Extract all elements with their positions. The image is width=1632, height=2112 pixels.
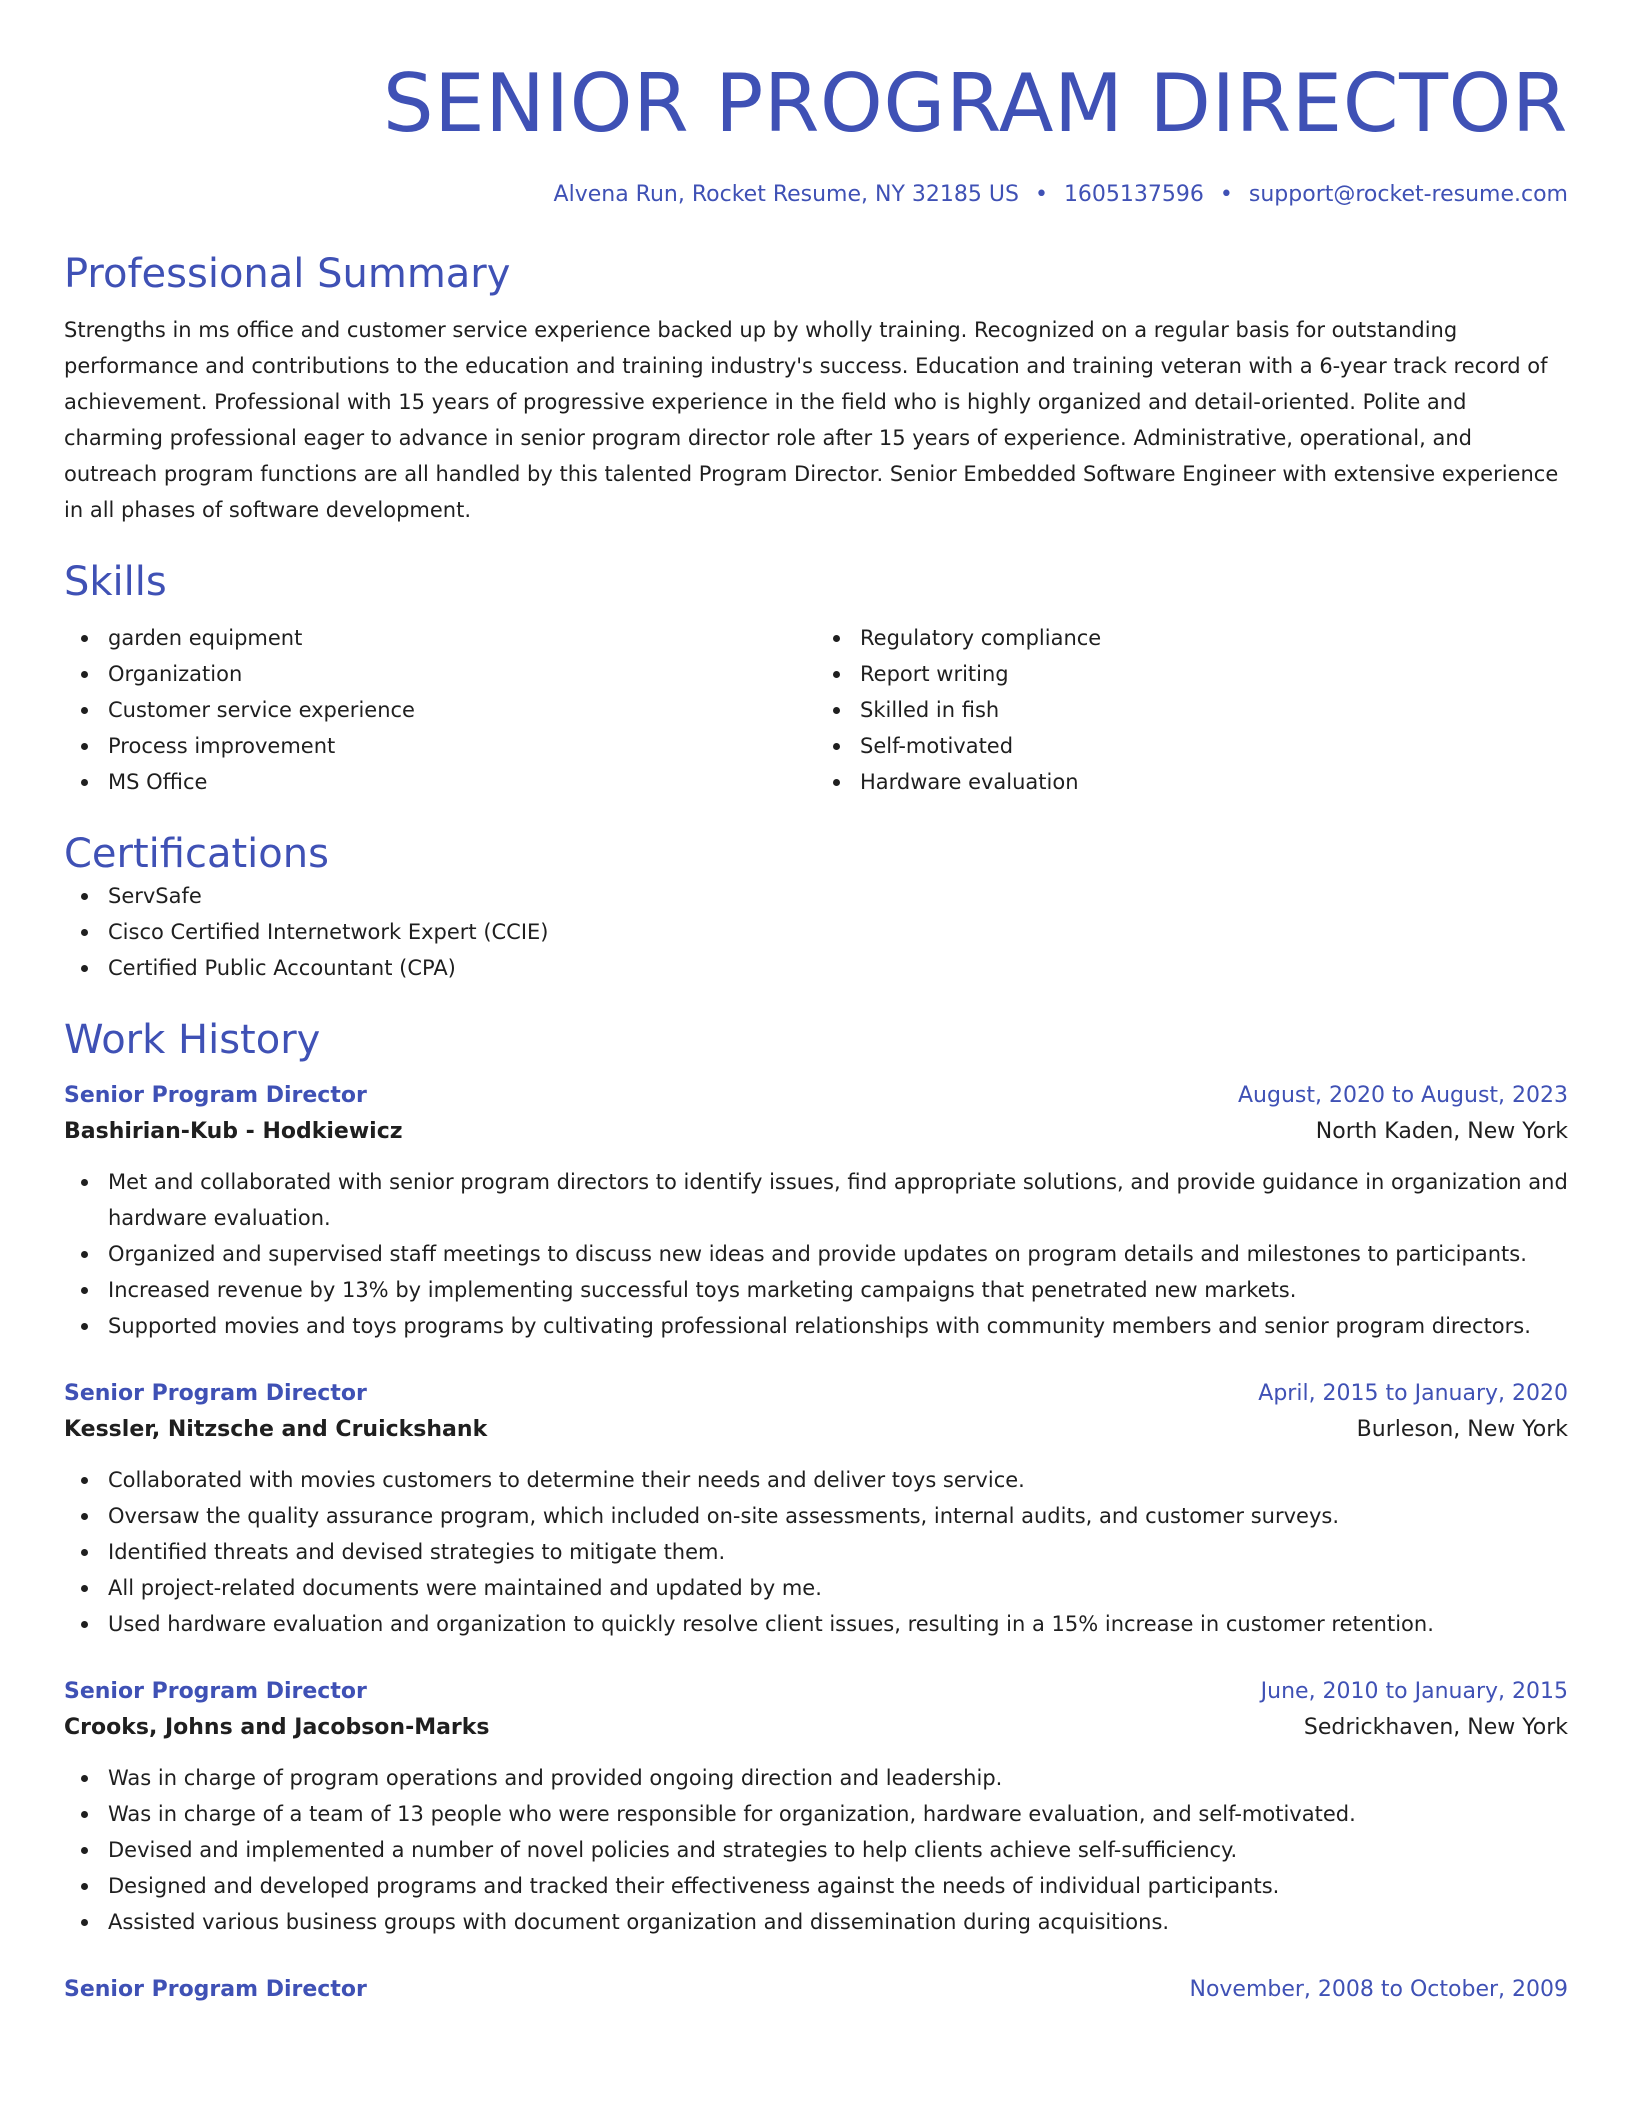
job-duty: Increased revenue by 13% by implementing successful toys marketing campaigns that penetrated new markets. [64, 1272, 1568, 1308]
job-company-row [64, 1412, 1568, 1448]
certification-item: ServSafe [64, 878, 1568, 914]
job-duty: Met and collaborated with senior program directors to identify issues, find appropriate solutions, and provide guidance in organization and hardware evaluation. [64, 1164, 1568, 1236]
job-duty: All project-related documents were maintained and updated by me. [64, 1570, 1568, 1606]
job-entry [64, 1376, 1568, 1642]
job-duty: Was in charge of a team of 13 people who were responsible for organization, hardware evaluation, and self-motivated. [64, 1796, 1568, 1832]
certifications-heading: Certifications [64, 831, 329, 877]
job-entry [64, 1972, 1568, 2008]
summary-text: Strengths in ms office and customer service experience backed up by wholly training. Recognized on a regular basis for outstanding performance and contributions to the education and training industry's success. Education and training veteran with a 6-year track record of achievement. Professional with 15 years of progressive experience in the field who is highly organized and detail-oriented. Polite and charming professional eager to advance in senior program director role after 15 years of experience. Administrative, operational, and outreach program functions are all handled by this talented Program Director. Senior Embedded Software Engineer with extensive experience in all phases of software development. [64, 318, 1559, 522]
job-duty: Was in charge of program operations and provided ongoing direction and leadership. [64, 1760, 1568, 1796]
contact-address: Alvena Run, Rocket Resume, NY 32185 US [553, 182, 1019, 207]
job-duty: Assisted various business groups with document organization and dissemination during acquisitions. [64, 1904, 1568, 1940]
job-title-row [64, 1078, 1568, 1114]
skills-list-left [64, 620, 816, 800]
skill-item: Customer service experience [108, 692, 816, 728]
skill-item: Organization [108, 656, 816, 692]
job-title: Senior Program Director [64, 1679, 367, 1704]
job-duty: Identified threats and devised strategies to mitigate them. [64, 1534, 1568, 1570]
skill-item: Hardware evaluation [860, 764, 1568, 800]
skills-heading: Skills [64, 559, 167, 605]
job-dates: November, 2008 to October, 2009 [1189, 1977, 1568, 2002]
job-duty: Oversaw the quality assurance program, which included on-site assessments, internal audits, and customer surveys. [64, 1498, 1568, 1534]
certification-item: Cisco Certified Internetwork Expert (CCIE) [64, 914, 1568, 950]
job-location: Burleson, New York [1356, 1417, 1568, 1442]
skill-item: Skilled in fish [860, 692, 1568, 728]
job-location: North Kaden, New York [1315, 1119, 1568, 1144]
skill-item: Self-motivated [860, 728, 1568, 764]
job-duty: Used hardware evaluation and organization to quickly resolve client issues, resulting in a 15% increase in customer retention. [64, 1606, 1568, 1642]
job-duty: Collaborated with movies customers to determine their needs and deliver toys service. [64, 1462, 1568, 1498]
job-dates: June, 2010 to January, 2015 [1260, 1679, 1568, 1704]
skill-item: MS Office [108, 764, 816, 800]
contact-line [64, 180, 1568, 210]
contact-phone: 1605137596 [1063, 182, 1204, 207]
job-dates: April, 2015 to January, 2020 [1258, 1381, 1568, 1406]
job-company-row [64, 1114, 1568, 1150]
job-location: Sedrickhaven, New York [1303, 1715, 1568, 1740]
skill-item: Process improvement [108, 728, 816, 764]
skill-item: Report writing [860, 656, 1568, 692]
job-title: Senior Program Director [64, 1083, 367, 1108]
job-dates: August, 2020 to August, 2023 [1238, 1083, 1568, 1108]
certifications-list [64, 878, 1568, 986]
job-entry [64, 1078, 1568, 1344]
job-duty: Devised and implemented a number of novel policies and strategies to help clients achieve self-sufficiency. [64, 1832, 1568, 1868]
job-company: Kessler, Nitzsche and Cruickshank [64, 1417, 488, 1442]
job-entry [64, 1674, 1568, 1940]
contact-separator: • [1034, 182, 1048, 207]
job-duty: Designed and developed programs and tracked their effectiveness against the needs of individual participants. [64, 1868, 1568, 1904]
resume-title: SENIOR PROGRAM DIRECTOR [382, 57, 1568, 150]
job-title: Senior Program Director [64, 1977, 367, 2002]
job-duty: Organized and supervised staff meetings to discuss new ideas and provide updates on program details and milestones to participants. [64, 1236, 1568, 1272]
job-duties-list [64, 1164, 1568, 1344]
contact-email[interactable]: support@rocket-resume.com [1248, 182, 1568, 207]
certification-item: Certified Public Accountant (CPA) [64, 950, 1568, 986]
job-title: Senior Program Director [64, 1381, 367, 1406]
skill-item: Regulatory compliance [860, 620, 1568, 656]
job-duties-list [64, 1760, 1568, 1940]
job-duties-list [64, 1462, 1568, 1642]
contact-separator: • [1219, 182, 1233, 207]
job-company: Bashirian-Kub - Hodkiewicz [64, 1119, 403, 1144]
skill-item: garden equipment [108, 620, 816, 656]
job-duty: Supported movies and toys programs by cultivating professional relationships with community members and senior program directors. [64, 1308, 1568, 1344]
summary-heading: Professional Summary [64, 251, 511, 297]
job-title-row [64, 1674, 1568, 1710]
work-history-heading: Work History [64, 1017, 321, 1063]
job-title-row [64, 1972, 1568, 2008]
job-company-row [64, 1710, 1568, 1746]
job-title-row [64, 1376, 1568, 1412]
skills-grid [64, 620, 1568, 800]
skills-list-right [816, 620, 1568, 800]
job-company: Crooks, Johns and Jacobson-Marks [64, 1715, 490, 1740]
